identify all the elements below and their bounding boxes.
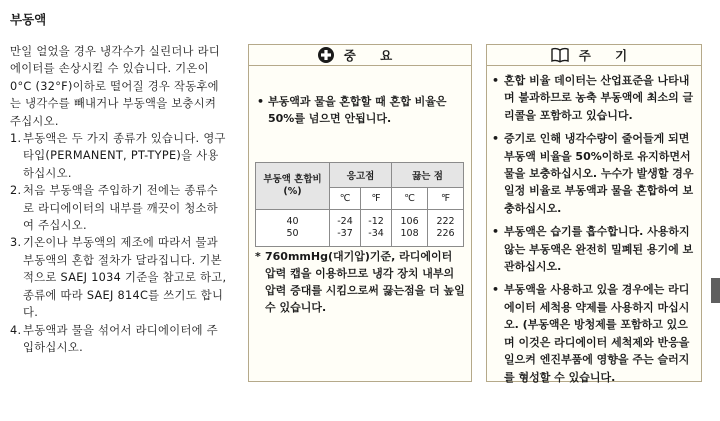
unit-celsius: ℃ [330,188,361,210]
step-text: 처음 부동액을 주입하기 전에는 종류수로 라디에이터의 내부를 깨끗이 청소하여 주십시오. [23,184,218,233]
notice-item [492,281,698,385]
page-edge-tab [711,278,720,303]
note-asterisk: * [255,250,261,263]
steps-list [10,130,228,356]
notice-item [492,72,698,124]
unit-celsius: ℃ [392,188,428,210]
step-item [10,322,228,357]
notice-item-text: 부동액을 사용하고 있을 경우에는 라디에이터 세척용 약제를 사용하지 마십시오. (부동액은 방청제를 포함하고 있으며 이것은 라디에이터 세척제와 반응을 일으켜 엔진부품에 영향을 주는 슬러지를 형성할 수 있습니다. [504,283,690,384]
notice-item-text: 부동액은 습기를 흡수합니다. 사용하지 않는 부동액은 완전히 밀폐된 용기에 보관하십시오. [504,225,694,274]
notice-header [487,45,701,66]
table-header-boil: 끓는 점 [392,163,464,188]
ratio-value: 50 [286,228,299,239]
notice-item [492,223,698,275]
bullet: • [492,132,500,146]
notice-item-text: 혼합 비율 데이터는 산업표준을 나타내며 불과하므로 농축 부동액에 최소의 글리콜을 포함하고 있습니다. [504,74,694,122]
caution-header [249,45,471,66]
caution-heading: 중 요 [343,48,403,63]
step-item [10,182,228,234]
page-title: 부동액 [10,12,47,27]
freeze-f-value: -12 [368,216,384,227]
step-number: 3. [10,236,22,250]
step-number: 1. [10,132,22,146]
notice-item-text: 증기로 인해 냉각수량이 줄어들게 되면 부동액 비율을 50%이하로 유지하면서 물을 보충하십시오. 누수가 발생할 경우 일정 비율로 부동액과 물을 혼합하여 보충하십시오. [504,132,694,215]
bullet: • [492,283,500,297]
step-text: 부동액과 물을 섞어서 라디에이터에 주입하십시오. [23,323,218,354]
unit-fahrenheit: ℉ [428,188,464,210]
step-item [10,234,228,321]
step-number: 2. [10,184,22,198]
table-header-freeze: 응고점 [330,163,392,188]
intro-paragraph: 만일 얼었을 경우 냉각수가 실린더나 라디에이터를 손상시킬 수 있습니다. 기온이 0°C (32°F)이하로 떨어질 경우 작동후에는 냉각수를 빼내거나 부동액을 보충시켜 주십시오. [10,45,221,128]
bullet: • [257,95,265,108]
caution-note [255,248,465,316]
notice-heading: 주 기 [578,48,638,63]
notice-item [492,130,698,217]
instructions-column [10,43,228,356]
notice-list [492,72,698,392]
step-item [10,130,228,182]
step-number: 4. [10,323,22,337]
step-text: 부동액은 두 가지 종류가 있습니다. 영구 타입(PERMANENT, PT-TYPE)을 사용하십시오. [23,132,226,180]
table-header-ratio: 부동액 혼합비 (%) [256,163,330,210]
caution-message [257,93,474,127]
step-text: 기온이나 부동액의 제조에 따라서 물과 부동액의 혼합 절차가 달라집니다. 기본적으로 SAEJ 1034 기준을 참고로 하고, 종류에 따라 SAEJ 814C를 쓰기도 합니다. [23,236,227,320]
open-book-icon [551,47,569,63]
unit-fahrenheit: ℉ [361,188,392,210]
caution-note-text: 760mmHg(대기압)기준, 라디에이터 압력 캡을 이용하므로 냉각 장치 내부의 압력 증대를 시킴으로써 끓는점을 더 높일 수 있습니다. [265,250,465,314]
freeze-c-value: -37 [337,228,353,239]
caution-message-text: 부동액과 물을 혼합할 때 혼합 비율은 50%를 넘으면 안됩니다. [268,95,447,125]
boil-f-value: 222 [436,216,455,227]
antifreeze-table [255,162,464,247]
bullet: • [492,225,500,239]
freeze-f-value: -34 [368,228,384,239]
table-row [256,210,464,247]
notice-box [486,44,702,382]
boil-c-value: 106 [400,216,419,227]
ratio-value: 40 [286,216,299,227]
freeze-c-value: -24 [337,216,353,227]
boil-c-value: 108 [400,228,419,239]
boil-f-value: 226 [436,228,455,239]
caution-box [248,44,472,382]
cross-in-circle-icon [318,47,334,63]
bullet: • [492,74,500,87]
